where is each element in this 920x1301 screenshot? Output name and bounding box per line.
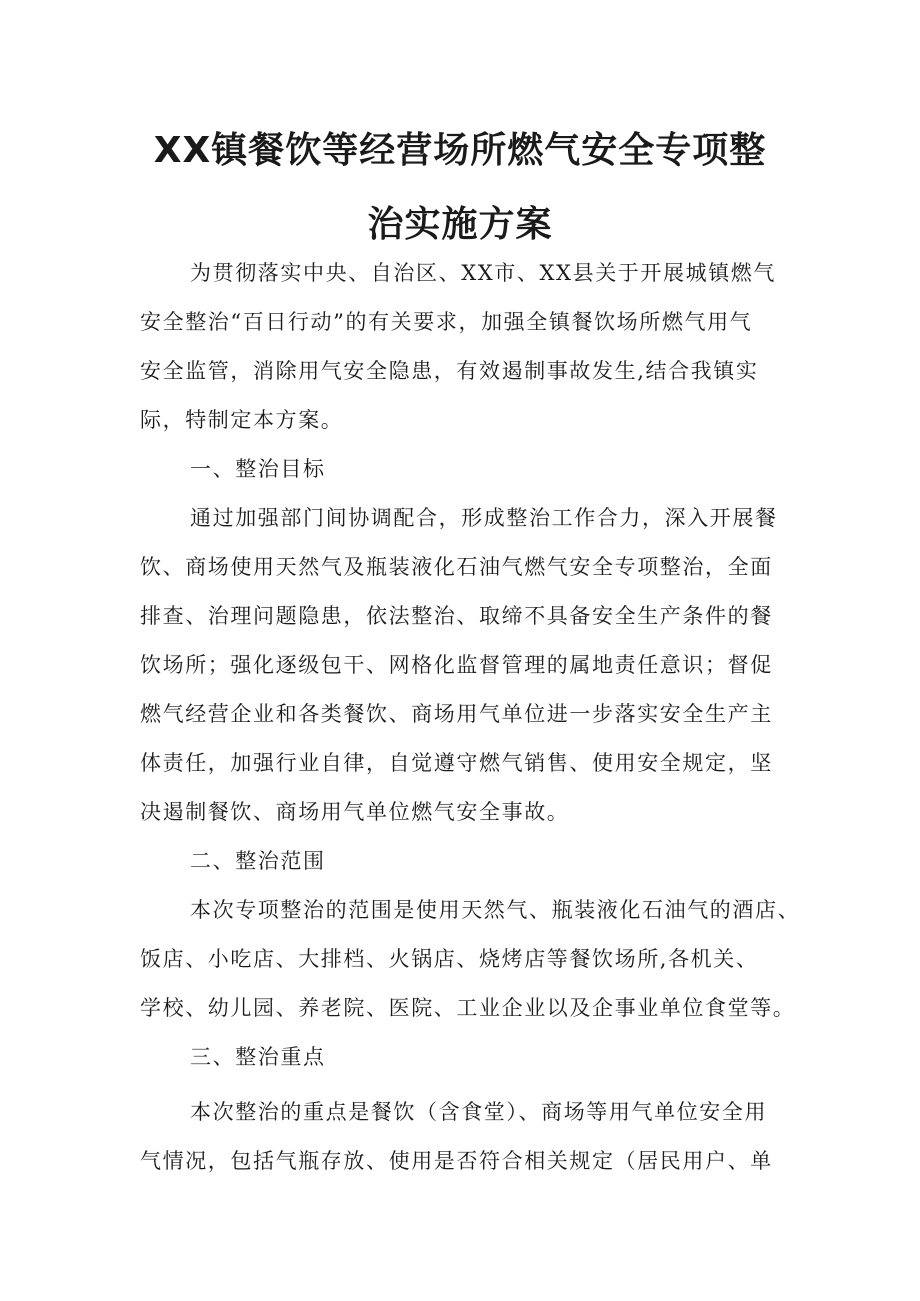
paragraph-intro-line-3: 安全监管，消除用气安全隐患，有效遏制事故发生,结合我镇实 (140, 359, 759, 383)
paragraph-intro-line-1: 为贯彻落实中央、自治区、XX市、XX县关于开展城镇燃气 (190, 261, 776, 285)
paragraph-intro-line-2: 安全整治“百日行动”的有关要求，加强全镇餐饮场所燃气用气 (140, 310, 753, 334)
section-heading-focus: 三、整治重点 (190, 1045, 326, 1069)
paragraph-scope-line-1: 本次专项整治的范围是使用天然气、瓶装液化石油气的酒店、 (190, 898, 801, 922)
paragraph-objectives-line-4: 饮场所；强化逐级包干、网格化监督管理的属地责任意识；督促 (140, 653, 773, 677)
paragraph-objectives-line-1: 通过加强部门间协调配合，形成整治工作合力，深入开展餐 (190, 506, 778, 530)
paragraph-objectives-line-7: 决遏制餐饮、商场用气单位燃气安全事故。 (140, 800, 570, 824)
paragraph-objectives-line-3: 排查、治理问题隐患，依法整治、取缔不具备安全生产条件的餐 (140, 604, 773, 628)
paragraph-focus-line-2: 气情况，包括气瓶存放、使用是否符合相关规定（居民用户、单 (140, 1149, 773, 1173)
paragraph-objectives-line-2: 饮、商场使用天然气及瓶装液化石油气燃气安全专项整治，全面 (140, 555, 773, 579)
paragraph-objectives-line-6: 体责任，加强行业自律，自觉遵守燃气销售、使用安全规定，坚 (140, 751, 773, 775)
document-title-line-1: XX镇餐饮等经营场所燃气安全专项整 (153, 130, 767, 171)
section-heading-objectives: 一、整治目标 (190, 457, 326, 481)
document-title-line-2: 治实施方案 (367, 204, 553, 245)
paragraph-intro-line-4: 际，特制定本方案。 (140, 408, 344, 432)
section-heading-scope: 二、整治范围 (190, 849, 326, 873)
paragraph-scope-line-3: 学校、幼儿园、养老院、医院、工业企业以及企事业单位食堂等。 (140, 996, 796, 1020)
paragraph-objectives-line-5: 燃气经营企业和各类餐饮、商场用气单位进一步落实安全生产主 (140, 702, 773, 726)
paragraph-focus-line-1: 本次整治的重点是餐饮（含食堂）、商场等用气单位安全用 (190, 1100, 768, 1124)
paragraph-scope-line-2: 饭店、小吃店、大排档、火锅店、烧烤店等餐饮场所,各机关、 (140, 947, 759, 971)
